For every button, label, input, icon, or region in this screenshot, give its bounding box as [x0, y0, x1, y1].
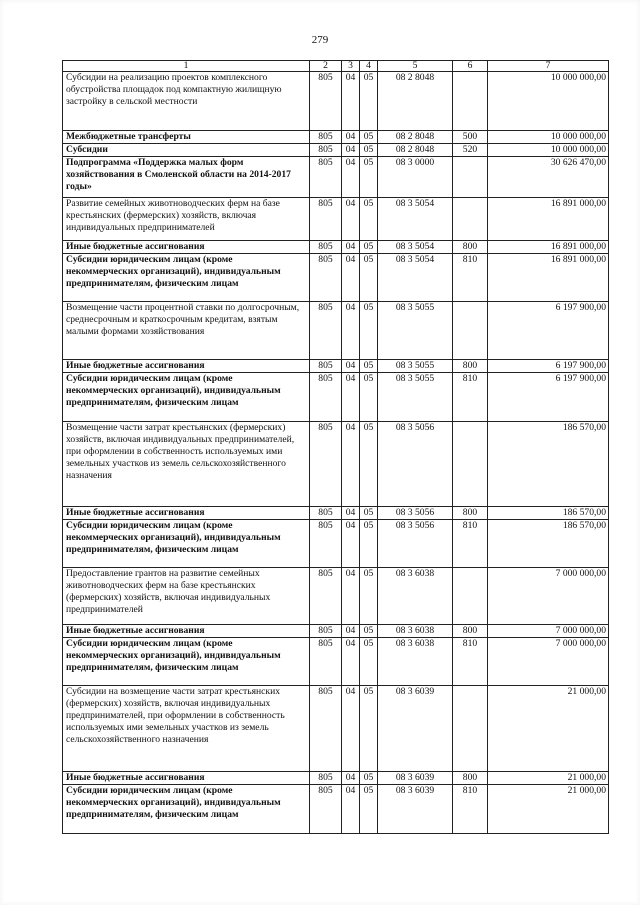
- expense-type-cell: 800: [453, 241, 488, 254]
- section-cell: 04: [342, 360, 360, 373]
- admin-code-cell: 805: [310, 373, 342, 422]
- target-article-cell: 08 3 5056: [378, 520, 453, 568]
- subsection-cell: 05: [360, 254, 378, 302]
- subsection-cell: 05: [360, 131, 378, 144]
- section-cell: 04: [342, 302, 360, 360]
- target-article-cell: 08 3 5054: [378, 254, 453, 302]
- column-header: 4: [360, 61, 378, 72]
- row-name-cell: Субсидии юридическим лицам (кроме некоммерческих организаций), индивидуальным предпринимателям, физическим лицам: [63, 520, 310, 568]
- row-name-cell: Субсидии на возмещение части затрат крестьянских (фермерских) хозяйств, включая индивидуальных предпринимателей, при оформлении в собственность используемых ими земельных участков из земель сельскохозяйственного назначения: [63, 686, 310, 772]
- expense-type-cell: 810: [453, 254, 488, 302]
- amount-cell: 6 197 900,00: [488, 373, 609, 422]
- admin-code-cell: 805: [310, 144, 342, 157]
- admin-code-cell: 805: [310, 131, 342, 144]
- subsection-cell: 05: [360, 198, 378, 241]
- target-article-cell: 08 2 8048: [378, 131, 453, 144]
- section-cell: 04: [342, 422, 360, 507]
- table-header-row: [63, 61, 609, 72]
- expense-type-cell: [453, 568, 488, 625]
- row-name-cell: Субсидии юридическим лицам (кроме некоммерческих организаций), индивидуальным предпринимателям, физическим лицам: [63, 373, 310, 422]
- expense-type-cell: 810: [453, 638, 488, 686]
- amount-cell: 10 000 000,00: [488, 144, 609, 157]
- table-row: [63, 254, 609, 302]
- admin-code-cell: 805: [310, 198, 342, 241]
- table-row: [63, 302, 609, 360]
- admin-code-cell: 805: [310, 302, 342, 360]
- amount-cell: 6 197 900,00: [488, 360, 609, 373]
- subsection-cell: 05: [360, 422, 378, 507]
- admin-code-cell: 805: [310, 254, 342, 302]
- amount-cell: 7 000 000,00: [488, 638, 609, 686]
- target-article-cell: 08 3 6038: [378, 625, 453, 638]
- budget-table: [62, 60, 609, 834]
- expense-type-cell: [453, 157, 488, 198]
- target-article-cell: 08 3 0000: [378, 157, 453, 198]
- subsection-cell: 05: [360, 157, 378, 198]
- amount-cell: 30 626 470,00: [488, 157, 609, 198]
- row-name-cell: Иные бюджетные ассигнования: [63, 360, 310, 373]
- admin-code-cell: 805: [310, 241, 342, 254]
- expense-type-cell: 800: [453, 360, 488, 373]
- admin-code-cell: 805: [310, 72, 342, 131]
- column-header: 7: [488, 61, 609, 72]
- row-name-cell: Иные бюджетные ассигнования: [63, 772, 310, 785]
- expense-type-cell: [453, 198, 488, 241]
- target-article-cell: 08 3 6039: [378, 686, 453, 772]
- section-cell: 04: [342, 373, 360, 422]
- target-article-cell: 08 3 6038: [378, 638, 453, 686]
- section-cell: 04: [342, 157, 360, 198]
- subsection-cell: 05: [360, 686, 378, 772]
- row-name-cell: Субсидии на реализацию проектов комплексного обустройства площадок под компактную жилищную застройку в сельской местности: [63, 72, 310, 131]
- admin-code-cell: 805: [310, 785, 342, 834]
- section-cell: 04: [342, 241, 360, 254]
- amount-cell: 10 000 000,00: [488, 72, 609, 131]
- expense-type-cell: [453, 422, 488, 507]
- admin-code-cell: 805: [310, 422, 342, 507]
- amount-cell: 186 570,00: [488, 520, 609, 568]
- amount-cell: 10 000 000,00: [488, 131, 609, 144]
- target-article-cell: 08 3 6039: [378, 785, 453, 834]
- table-row: [63, 520, 609, 568]
- row-name-cell: Субсидии: [63, 144, 310, 157]
- section-cell: 04: [342, 507, 360, 520]
- table-row: [63, 772, 609, 785]
- expense-type-cell: [453, 686, 488, 772]
- section-cell: 04: [342, 686, 360, 772]
- table-row: [63, 198, 609, 241]
- table-row: [63, 568, 609, 625]
- table-row: [63, 422, 609, 507]
- row-name-cell: Иные бюджетные ассигнования: [63, 507, 310, 520]
- admin-code-cell: 805: [310, 520, 342, 568]
- section-cell: 04: [342, 772, 360, 785]
- table-row: [63, 72, 609, 131]
- row-name-cell: Предоставление грантов на развитие семейных животноводческих ферм на базе крестьянских (фермерских) хозяйств, включая индивидуальных предпринимателей: [63, 568, 310, 625]
- section-cell: 04: [342, 72, 360, 131]
- table-row: [63, 144, 609, 157]
- row-name-cell: Субсидии юридическим лицам (кроме некоммерческих организаций), индивидуальным предпринимателям, физическим лицам: [63, 638, 310, 686]
- target-article-cell: 08 3 5055: [378, 373, 453, 422]
- expense-type-cell: 500: [453, 131, 488, 144]
- subsection-cell: 05: [360, 638, 378, 686]
- column-header: 5: [378, 61, 453, 72]
- table-row: [63, 131, 609, 144]
- table-row: [63, 785, 609, 834]
- table-row: [63, 360, 609, 373]
- amount-cell: 16 891 000,00: [488, 241, 609, 254]
- subsection-cell: 05: [360, 568, 378, 625]
- column-header: 2: [310, 61, 342, 72]
- section-cell: 04: [342, 638, 360, 686]
- section-cell: 04: [342, 785, 360, 834]
- column-header: 6: [453, 61, 488, 72]
- section-cell: 04: [342, 254, 360, 302]
- amount-cell: 21 000,00: [488, 785, 609, 834]
- amount-cell: 21 000,00: [488, 772, 609, 785]
- admin-code-cell: 805: [310, 625, 342, 638]
- subsection-cell: 05: [360, 241, 378, 254]
- section-cell: 04: [342, 198, 360, 241]
- target-article-cell: 08 3 5056: [378, 507, 453, 520]
- section-cell: 04: [342, 144, 360, 157]
- row-name-cell: Иные бюджетные ассигнования: [63, 241, 310, 254]
- section-cell: 04: [342, 625, 360, 638]
- column-header: 1: [63, 61, 310, 72]
- target-article-cell: 08 3 6039: [378, 772, 453, 785]
- expense-type-cell: 810: [453, 520, 488, 568]
- table-row: [63, 373, 609, 422]
- subsection-cell: 05: [360, 72, 378, 131]
- amount-cell: 16 891 000,00: [488, 198, 609, 241]
- amount-cell: 186 570,00: [488, 422, 609, 507]
- target-article-cell: 08 3 5054: [378, 241, 453, 254]
- row-name-cell: Иные бюджетные ассигнования: [63, 625, 310, 638]
- row-name-cell: Субсидии юридическим лицам (кроме некоммерческих организаций), индивидуальным предпринимателям, физическим лицам: [63, 785, 310, 834]
- subsection-cell: 05: [360, 785, 378, 834]
- admin-code-cell: 805: [310, 507, 342, 520]
- subsection-cell: 05: [360, 302, 378, 360]
- expense-type-cell: 800: [453, 507, 488, 520]
- column-header: 3: [342, 61, 360, 72]
- row-name-cell: Субсидии юридическим лицам (кроме некоммерческих организаций), индивидуальным предпринимателям, физическим лицам: [63, 254, 310, 302]
- target-article-cell: 08 2 8048: [378, 72, 453, 131]
- expense-type-cell: 810: [453, 785, 488, 834]
- expense-type-cell: 810: [453, 373, 488, 422]
- amount-cell: 7 000 000,00: [488, 568, 609, 625]
- row-name-cell: Возмещение части процентной ставки по долгосрочным, среднесрочным и краткосрочным кредитам, взятым малыми формами хозяйствования: [63, 302, 310, 360]
- amount-cell: 16 891 000,00: [488, 254, 609, 302]
- admin-code-cell: 805: [310, 157, 342, 198]
- amount-cell: 186 570,00: [488, 507, 609, 520]
- table-row: [63, 507, 609, 520]
- target-article-cell: 08 3 6038: [378, 568, 453, 625]
- section-cell: 04: [342, 131, 360, 144]
- amount-cell: 7 000 000,00: [488, 625, 609, 638]
- row-name-cell: Подпрограмма «Поддержка малых форм хозяйствования в Смоленской области на 2014-2017 годы»: [63, 157, 310, 198]
- table-row: [63, 686, 609, 772]
- admin-code-cell: 805: [310, 686, 342, 772]
- subsection-cell: 05: [360, 373, 378, 422]
- target-article-cell: 08 2 8048: [378, 144, 453, 157]
- subsection-cell: 05: [360, 625, 378, 638]
- row-name-cell: Межбюджетные трансферты: [63, 131, 310, 144]
- amount-cell: 6 197 900,00: [488, 302, 609, 360]
- table-row: [63, 625, 609, 638]
- expense-type-cell: 520: [453, 144, 488, 157]
- subsection-cell: 05: [360, 772, 378, 785]
- subsection-cell: 05: [360, 507, 378, 520]
- admin-code-cell: 805: [310, 772, 342, 785]
- expense-type-cell: 800: [453, 625, 488, 638]
- subsection-cell: 05: [360, 520, 378, 568]
- target-article-cell: 08 3 5055: [378, 360, 453, 373]
- admin-code-cell: 805: [310, 638, 342, 686]
- section-cell: 04: [342, 568, 360, 625]
- subsection-cell: 05: [360, 360, 378, 373]
- admin-code-cell: 805: [310, 568, 342, 625]
- table-row: [63, 241, 609, 254]
- target-article-cell: 08 3 5056: [378, 422, 453, 507]
- target-article-cell: 08 3 5055: [378, 302, 453, 360]
- subsection-cell: 05: [360, 144, 378, 157]
- row-name-cell: Развитие семейных животноводческих ферм на базе крестьянских (фермерских) хозяйств, включая индивидуальных предпринимателей: [63, 198, 310, 241]
- admin-code-cell: 805: [310, 360, 342, 373]
- table-row: [63, 157, 609, 198]
- page-number: 279: [311, 34, 329, 46]
- expense-type-cell: [453, 72, 488, 131]
- section-cell: 04: [342, 520, 360, 568]
- expense-type-cell: 800: [453, 772, 488, 785]
- amount-cell: 21 000,00: [488, 686, 609, 772]
- expense-type-cell: [453, 302, 488, 360]
- target-article-cell: 08 3 5054: [378, 198, 453, 241]
- table-row: [63, 638, 609, 686]
- row-name-cell: Возмещение части затрат крестьянских (фермерских) хозяйств, включая индивидуальных предпринимателей, при оформлении в собственность используемых ими земельных участков из земель сельскохозяйственного назначения: [63, 422, 310, 507]
